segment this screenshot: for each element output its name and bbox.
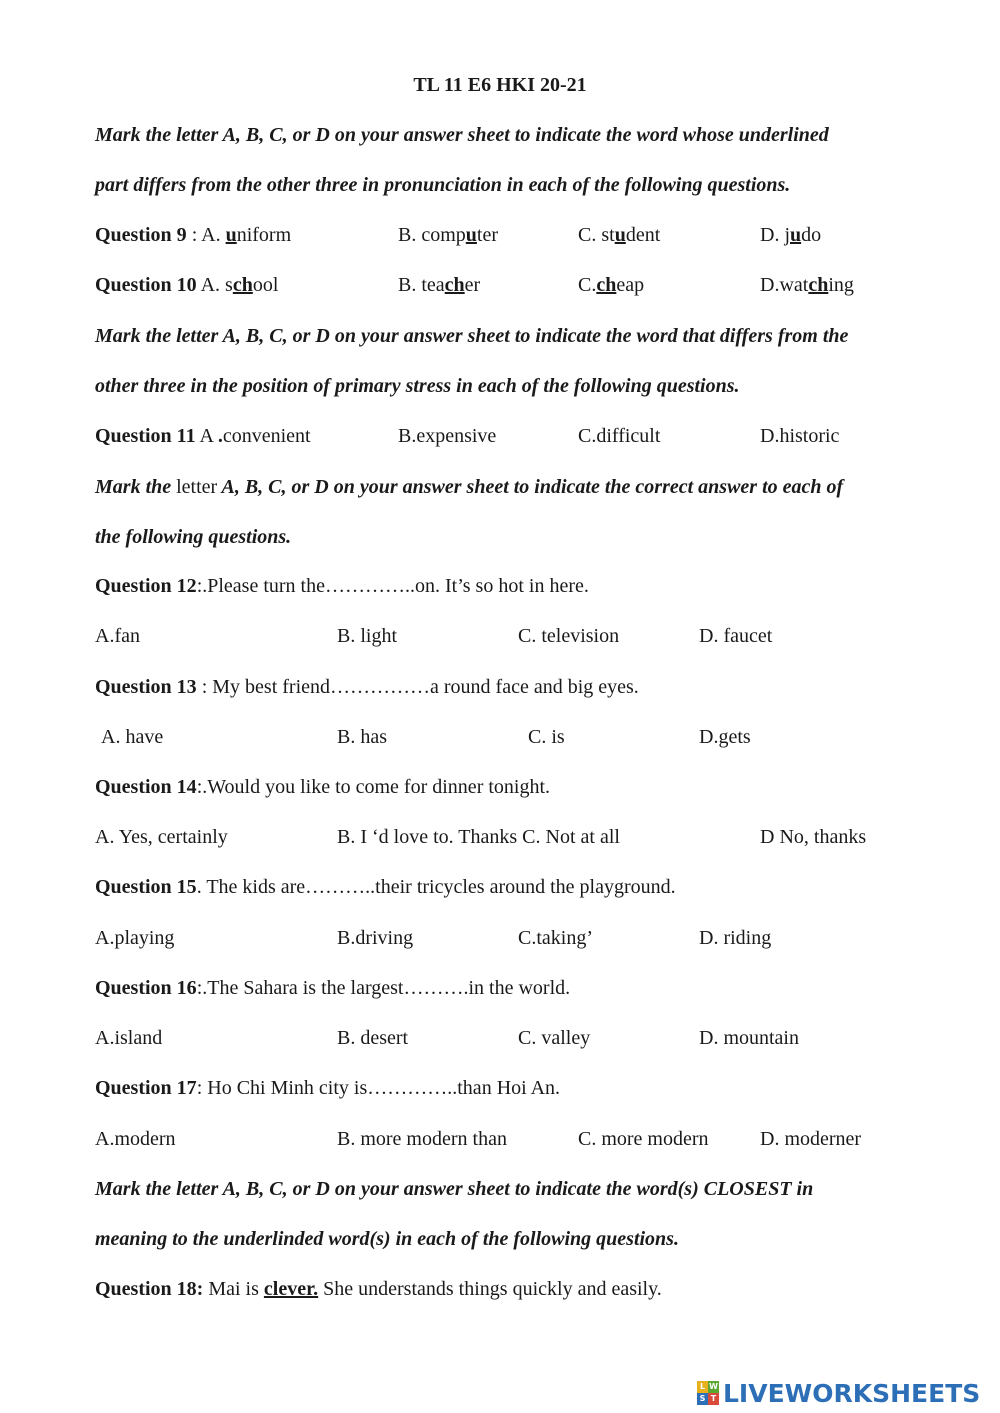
logo-letter: L	[697, 1381, 708, 1393]
option-text: convenient	[222, 425, 311, 447]
question-15-option-a[interactable]: A.playing	[95, 927, 175, 949]
question-9	[95, 223, 291, 247]
instruction-text: Mark the	[95, 476, 177, 498]
option-text: ter	[476, 224, 498, 246]
question-16-option-a[interactable]: A.island	[95, 1027, 163, 1049]
question-9-option-c[interactable]	[578, 223, 660, 247]
question-10-option-b[interactable]	[398, 273, 480, 297]
question-17-option-a[interactable]: A.modern	[95, 1128, 176, 1150]
liveworksheets-logo-icon	[697, 1381, 719, 1405]
question-label: Question 12	[95, 575, 197, 597]
question-13-option-a[interactable]: A. have	[101, 726, 164, 748]
question-11-option-d[interactable]: D.historic	[760, 425, 840, 447]
question-label: Question 11	[95, 425, 196, 447]
question-16	[95, 976, 570, 1000]
question-text: : Ho Chi Minh city is…………..than Hoi An.	[196, 1077, 561, 1099]
option-text: eap	[616, 274, 645, 296]
option-text: A. s	[196, 274, 233, 296]
instruction-stress-line1: Mark the letter A, B, C, or D on your answer sheet to indicate the word that differs from the	[95, 325, 849, 347]
option-text: C. st	[578, 224, 615, 246]
underlined-part: u	[614, 224, 626, 246]
question-text: . The kids are………..their tricycles around the playground.	[196, 876, 676, 898]
question-9-option-b[interactable]	[398, 223, 498, 247]
question-17-option-b[interactable]: B. more modern than	[337, 1128, 507, 1150]
option-text: dent	[625, 224, 661, 246]
page-title: TL 11 E6 HKI 20-21	[413, 74, 587, 96]
option-text: A	[195, 425, 218, 447]
question-13-option-d[interactable]: D.gets	[699, 726, 751, 748]
question-12	[95, 574, 589, 598]
instruction-correct-line2: the following questions.	[95, 526, 292, 548]
underlined-part: ch	[808, 274, 829, 296]
liveworksheets-logo[interactable]	[697, 1378, 980, 1408]
question-17-option-d[interactable]: D. moderner	[760, 1128, 862, 1150]
question-17-option-c[interactable]: C. more modern	[578, 1128, 709, 1150]
question-text: Mai is	[203, 1278, 264, 1300]
question-text: :.Please turn the…………..on. It’s so hot in here.	[196, 575, 589, 597]
question-12-option-b[interactable]: B. light	[337, 625, 398, 647]
question-16-option-b[interactable]: B. desert	[337, 1027, 409, 1049]
question-label: Question 9	[95, 224, 187, 246]
logo-letter: W	[709, 1382, 718, 1391]
underlined-part: ch	[596, 274, 617, 296]
instruction-closest-line1: Mark the letter A, B, C, or D on your answer sheet to indicate the word(s) CLOSEST in	[95, 1178, 814, 1200]
question-label: Question 15	[95, 876, 197, 898]
question-14-option-d[interactable]: D No, thanks	[760, 826, 867, 848]
question-10-option-d[interactable]	[760, 273, 854, 297]
option-a-prefix: : A.	[186, 224, 226, 246]
question-label: Question 17	[95, 1077, 197, 1099]
instruction-closest-line2: meaning to the underlinded word(s) in each of the following questions.	[95, 1228, 679, 1250]
question-10-option-c[interactable]	[578, 273, 644, 297]
question-15-option-d[interactable]: D. riding	[699, 927, 772, 949]
question-14-option-bc[interactable]: B. I ‘d love to. Thanks C. Not at all	[337, 826, 620, 848]
question-label: Question 14	[95, 776, 197, 798]
question-13-option-b[interactable]: B. has	[337, 726, 387, 748]
question-11-option-b[interactable]: B.expensive	[398, 425, 497, 447]
question-13-option-c[interactable]: C. is	[528, 726, 565, 748]
instruction-pronunciation-line2: part differs from the other three in pronunciation in each of the following questions.	[95, 174, 791, 196]
option-a-rest: niform	[236, 224, 292, 246]
option-text: B. tea	[398, 274, 445, 296]
question-12-option-c[interactable]: C. television	[518, 625, 620, 647]
question-label: Question 10	[95, 274, 197, 296]
instruction-pronunciation-line1: Mark the letter A, B, C, or D on your answer sheet to indicate the word whose underlined	[95, 124, 829, 146]
question-14	[95, 775, 550, 799]
question-text: :.The Sahara is the largest……….in the world.	[196, 977, 571, 999]
question-text: She understands things quickly and easily.	[318, 1278, 662, 1300]
underlined-word: clever.	[263, 1278, 319, 1300]
question-12-option-a[interactable]: A.fan	[95, 625, 140, 647]
question-15-option-c[interactable]: C.taking’	[518, 927, 593, 949]
instruction-correct-line1	[95, 475, 843, 499]
question-16-option-d[interactable]: D. mountain	[699, 1027, 799, 1049]
question-11	[95, 424, 311, 448]
option-text: B. comp	[398, 224, 466, 246]
option-text: C.	[578, 274, 597, 296]
question-17	[95, 1076, 560, 1100]
question-16-option-c[interactable]: C. valley	[518, 1027, 591, 1049]
question-label: Question 16	[95, 977, 197, 999]
question-11-option-c[interactable]: C.difficult	[578, 425, 661, 447]
question-10	[95, 273, 278, 297]
question-text: : My best friend……………a round face and big eyes.	[196, 676, 639, 698]
instruction-stress-line2: other three in the position of primary stress in each of the following questions.	[95, 375, 740, 397]
question-text: :.Would you like to come for dinner tonight.	[196, 776, 551, 798]
option-text: ing	[828, 274, 854, 296]
logo-letter: S	[697, 1393, 708, 1405]
instruction-text: A, B, C, or D on your answer sheet to indicate the correct answer to each of	[217, 476, 844, 498]
instruction-text: letter	[176, 476, 218, 498]
question-15	[95, 875, 676, 899]
option-text: D.wat	[760, 274, 809, 296]
underlined-part: ch	[444, 274, 465, 296]
question-14-option-a[interactable]: A. Yes, certainly	[95, 826, 228, 848]
question-15-option-b[interactable]: B.driving	[337, 927, 414, 949]
option-text: er	[464, 274, 481, 296]
option-dot: .	[217, 425, 223, 447]
option-text: ool	[252, 274, 279, 296]
underlined-part: u	[465, 224, 477, 246]
logo-text: LIVEWORKSHEETS	[723, 1378, 981, 1408]
option-text: do	[801, 224, 822, 246]
underlined-part: ch	[232, 274, 253, 296]
question-12-option-d[interactable]: D. faucet	[699, 625, 773, 647]
question-9-option-d[interactable]	[760, 223, 821, 247]
option-text: D. j	[760, 224, 790, 246]
question-label: Question 18:	[95, 1278, 204, 1300]
underlined-part: u	[225, 224, 237, 246]
underlined-part: u	[790, 224, 802, 246]
question-label: Question 13	[95, 676, 197, 698]
logo-letter: T	[708, 1393, 719, 1405]
question-13	[95, 675, 639, 699]
question-18	[95, 1277, 662, 1301]
